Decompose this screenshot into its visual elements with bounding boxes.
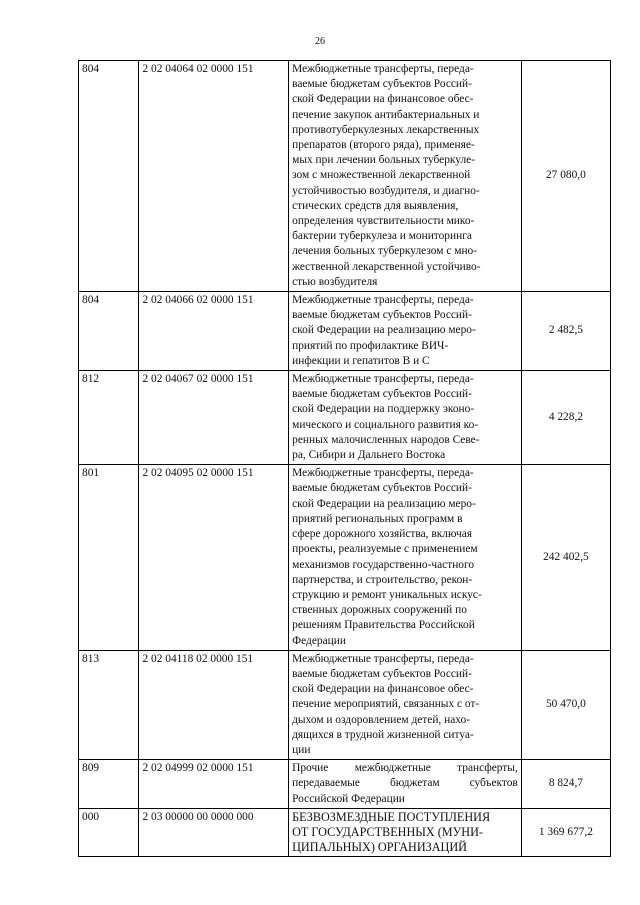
description-line: Межбюджетные трансферты, переда- — [292, 294, 474, 307]
description-line: ской Федерации на финансовое обес- — [292, 683, 474, 696]
description-line: препаратов (второго ряда), применяе- — [292, 139, 475, 152]
revenue-description-cell — [289, 292, 522, 371]
admin-code-cell: 801 — [79, 465, 139, 650]
revenue-description-cell — [289, 760, 522, 809]
description-line: стью возбудителя — [292, 275, 378, 288]
description-line: печение мероприятий, связанных с от- — [292, 698, 480, 711]
revenue-description-cell — [289, 371, 522, 465]
table-row — [79, 465, 611, 650]
description-line: механизмов государственно-частного — [292, 558, 475, 571]
description-line: струкцию и ремонт уникальных искус- — [292, 588, 482, 601]
budget-classification-code-cell: 2 02 04095 02 0000 151 — [139, 465, 289, 650]
description-line: лечения больных туберкулезом с мно- — [292, 245, 478, 258]
table-row — [79, 760, 611, 809]
description-line: ра, Сибири и Дальнего Востока — [292, 449, 446, 462]
budget-classification-code-cell: 2 02 04064 02 0000 151 — [139, 61, 289, 292]
description-line: противотуберкулезных лекарственных — [292, 123, 480, 136]
description-line: мического и социального развития ко- — [292, 418, 479, 431]
description-line: дыхом и оздоровлением детей, нахо- — [292, 713, 471, 726]
table-row — [79, 808, 611, 857]
description-line: ваемые бюджетам субъектов Россий- — [292, 78, 472, 91]
amount-cell: 4 228,2 — [521, 371, 610, 465]
admin-code-cell: 809 — [79, 760, 139, 809]
admin-code-cell: 000 — [79, 808, 139, 857]
table-body — [79, 61, 611, 857]
description-line: приятий региональных программ в — [292, 512, 463, 525]
amount-cell: 50 470,0 — [521, 650, 610, 759]
description-line: ции — [292, 743, 311, 756]
table-row — [79, 292, 611, 371]
description-line: ЦИПАЛЬНЫХ) ОРГАНИЗАЦИЙ — [292, 840, 467, 855]
revenue-description-cell — [289, 465, 522, 650]
description-line: стических средств для выявления, — [292, 199, 459, 212]
amount-cell: 242 402,5 — [521, 465, 610, 650]
description-line: сфере дорожного хозяйства, включая — [292, 528, 473, 541]
table-row — [79, 650, 611, 759]
admin-code-cell: 812 — [79, 371, 139, 465]
amount-cell: 8 824,7 — [521, 760, 610, 809]
budget-classification-code-cell: 2 02 04066 02 0000 151 — [139, 292, 289, 371]
description-line: ственных дорожных сооружений по — [292, 604, 467, 617]
description-line: определения чувствительности мико- — [292, 215, 475, 228]
description-line: ской Федерации на поддержку эконо- — [292, 403, 475, 416]
description-line: Межбюджетные трансферты, переда- — [292, 652, 474, 665]
budget-classification-code-cell: 2 03 00000 00 0000 000 — [139, 808, 289, 857]
amount-cell: 1 369 677,2 — [521, 808, 610, 857]
description-line: ваемые бюджетам субъектов Россий- — [292, 309, 472, 322]
description-line: жественной лекарственной устойчиво- — [292, 260, 481, 273]
description-line: решениям Правительства Российской — [292, 619, 475, 632]
description-line: Федерации — [292, 634, 346, 647]
revenue-description-cell — [289, 61, 522, 292]
description-line: ренных малочисленных народов Севе- — [292, 433, 480, 446]
description-line: партнерства, и строительство, рекон- — [292, 573, 473, 586]
description-line: ской Федерации на реализацию меро- — [292, 497, 476, 510]
description-line: приятий по профилактике ВИЧ- — [292, 339, 449, 352]
description-line: мых при лечении больных туберкуле- — [292, 154, 476, 167]
amount-cell: 27 080,0 — [521, 61, 610, 292]
description-line: ваемые бюджетам субъектов Россий- — [292, 482, 472, 495]
description-line: ской Федерации на финансовое обес- — [292, 93, 474, 106]
budget-classification-code-cell: 2 02 04118 02 0000 151 — [139, 650, 289, 759]
table-row — [79, 61, 611, 292]
description-line: ской Федерации на реализацию меро- — [292, 324, 476, 337]
description-line: зом с множественной лекарственной — [292, 169, 471, 182]
description-line: Прочие межбюджетные трансферты, — [292, 762, 518, 775]
description-line: ваемые бюджетам субъектов Россий- — [292, 388, 472, 401]
admin-code-cell: 804 — [79, 292, 139, 371]
description-line: Российской Федерации — [292, 792, 405, 805]
budget-revenue-table — [78, 60, 611, 857]
description-line: ваемые бюджетам субъектов Россий- — [292, 667, 472, 680]
admin-code-cell: 804 — [79, 61, 139, 292]
revenue-description-cell — [289, 808, 522, 857]
description-line: печение закупок антибактериальных и — [292, 108, 480, 121]
description-line: ОТ ГОСУДАРСТВЕННЫХ (МУНИ- — [292, 824, 483, 839]
description-line: Межбюджетные трансферты, переда- — [292, 63, 474, 75]
amount-cell: 2 482,5 — [521, 292, 610, 371]
description-line: дящихся в трудной жизненной ситуа- — [292, 728, 474, 741]
page-number: 26 — [315, 36, 325, 47]
description-line: Межбюджетные трансферты, переда- — [292, 467, 474, 480]
description-line: БЕЗВОЗМЕЗДНЫЕ ПОСТУПЛЕНИЯ — [292, 809, 491, 824]
admin-code-cell: 813 — [79, 650, 139, 759]
description-line: передаваемые бюджетам субъектов — [292, 777, 518, 790]
description-line: бактерии туберкулеза и мониторинга — [292, 230, 472, 243]
description-line: Межбюджетные трансферты, переда- — [292, 373, 474, 386]
budget-classification-code-cell: 2 02 04999 02 0000 151 — [139, 760, 289, 809]
table-row — [79, 371, 611, 465]
revenue-description-cell — [289, 650, 522, 759]
description-line: инфекции и гепатитов В и С — [292, 354, 430, 367]
budget-classification-code-cell: 2 02 04067 02 0000 151 — [139, 371, 289, 465]
description-line: устойчивостью возбудителя, и диагно- — [292, 184, 480, 197]
description-line: проекты, реализуемые с применением — [292, 543, 478, 556]
